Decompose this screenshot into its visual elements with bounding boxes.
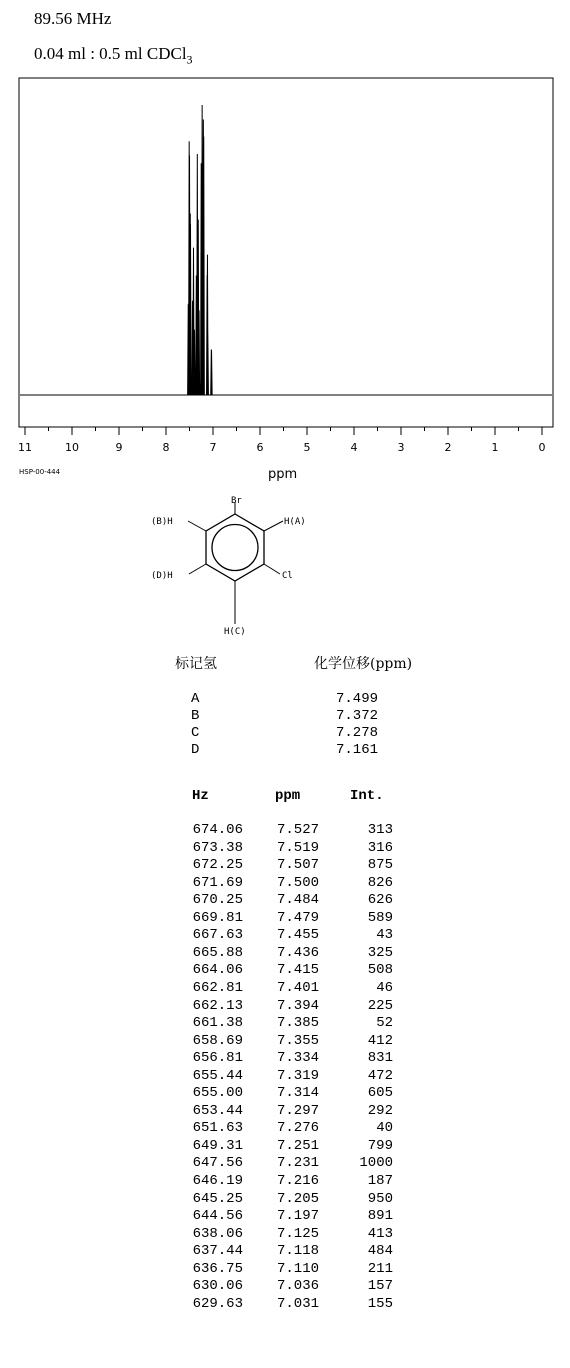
sample-subscript: 3 (186, 52, 193, 67)
bond-upper-right (264, 521, 283, 531)
sample-description (34, 44, 193, 67)
peak-int: 52 (376, 1015, 393, 1032)
peak-ppm: 7.507 (276, 857, 319, 874)
peak-ppm: 7.479 (276, 909, 319, 926)
peak-ppm: 7.205 (276, 1190, 319, 1207)
x-axis-tick-labels (18, 441, 546, 454)
peak-hz: 646.19 (192, 1173, 243, 1189)
shift-value: 7.278 (336, 725, 379, 741)
peak-ppm: 7.394 (276, 997, 319, 1014)
label-d: (D)H (151, 571, 173, 581)
peak-int: 891 (367, 1208, 393, 1225)
x-tick-label: 0 (538, 441, 546, 454)
x-tick-label: 3 (397, 441, 405, 454)
bond-lower-right (264, 564, 280, 574)
peak-int: 155 (367, 1295, 393, 1312)
x-tick-label: 2 (444, 441, 452, 454)
peak-hz: 665.88 (192, 944, 243, 961)
peak-hz: 672.25 (192, 857, 243, 874)
peak-hz: 645.25 (192, 1190, 243, 1207)
nmr-spectrum-chart (0, 70, 570, 465)
peak-ppm: 7.484 (276, 892, 319, 909)
peak-ppm: 7.197 (276, 1208, 319, 1225)
peak-hz: 647.56 (192, 1155, 243, 1172)
peak-hz: 661.38 (192, 1015, 243, 1032)
peak-int: 316 (367, 839, 393, 856)
peak-ppm: 7.519 (276, 839, 319, 856)
peak-hz: 658.69 (192, 1032, 243, 1049)
peak-int: 484 (367, 1243, 393, 1260)
shift-label: A (191, 691, 200, 707)
label-a: H(A) (284, 517, 306, 527)
shift-label: C (191, 725, 200, 741)
bond-upper-left (188, 521, 206, 531)
peak-int: 43 (376, 927, 393, 944)
peak-header-int: Int. (350, 788, 384, 804)
x-tick-label: 6 (256, 441, 264, 454)
peak-int: 157 (367, 1278, 393, 1295)
peak-int: 589 (367, 909, 393, 926)
peak-ppm: 7.251 (276, 1137, 319, 1154)
peak-int: 211 (367, 1260, 393, 1277)
shift-value: 7.161 (336, 742, 379, 758)
peak-ppm: 7.319 (276, 1067, 319, 1084)
peak-header-ppm: ppm (275, 788, 301, 804)
peak-hz: 673.38 (192, 839, 243, 856)
peak-hz: 667.63 (192, 927, 243, 944)
peak-ppm: 7.216 (276, 1173, 319, 1189)
peak-int: 40 (376, 1120, 393, 1137)
peak-hz: 655.44 (192, 1067, 243, 1084)
x-tick-label: 5 (303, 441, 311, 454)
peak-ppm: 7.125 (276, 1225, 319, 1242)
peak-hz: 662.13 (192, 997, 243, 1014)
peak-hz: 636.75 (192, 1260, 243, 1277)
peak-ppm: 7.110 (276, 1260, 319, 1277)
peak-hz: 651.63 (192, 1120, 243, 1137)
peak-int: 325 (367, 944, 393, 961)
peak-hz: 644.56 (192, 1208, 243, 1225)
peak-ppm: 7.297 (276, 1102, 319, 1119)
peak-hz: 655.00 (192, 1085, 243, 1102)
peak-ppm: 7.231 (276, 1155, 319, 1172)
peak-ppm: 7.036 (276, 1278, 319, 1295)
peak-int: 412 (367, 1032, 393, 1049)
peak-ppm: 7.031 (276, 1295, 319, 1312)
peak-hz: 671.69 (192, 874, 243, 891)
peak-int: 826 (367, 874, 393, 891)
peak-hz: 662.81 (192, 979, 243, 996)
peak-int: 46 (376, 979, 393, 996)
peak-int: 1000 (359, 1155, 393, 1172)
peak-hz: 630.06 (192, 1278, 243, 1295)
peak-int: 472 (367, 1067, 393, 1084)
peak-int: 292 (367, 1102, 393, 1119)
sample-prefix: 0.04 ml : 0.5 ml CDCl (34, 44, 187, 63)
peak-ppm: 7.334 (276, 1050, 319, 1067)
x-tick-label: 8 (162, 441, 170, 454)
peak-int: 605 (367, 1085, 393, 1102)
x-axis-label: ppm (268, 467, 298, 482)
x-tick-label: 7 (209, 441, 217, 454)
spectrum-code: HSP-00-444 (19, 468, 61, 476)
peak-hz: 669.81 (192, 909, 243, 926)
peak-hz: 670.25 (192, 892, 243, 909)
spectrometer-frequency: 89.56 MHz (34, 9, 112, 28)
peak-ppm: 7.436 (276, 944, 319, 961)
peak-int: 225 (367, 997, 393, 1014)
peak-int: 313 (367, 822, 393, 838)
shift-value: 7.499 (336, 691, 379, 707)
peak-int: 413 (367, 1225, 393, 1242)
shift-label: D (191, 742, 200, 758)
peak-hz: 664.06 (192, 962, 243, 979)
shift-label: B (191, 708, 200, 724)
peak-ppm: 7.401 (276, 979, 319, 996)
label-b: (B)H (151, 517, 173, 527)
x-tick-label: 1 (491, 441, 499, 454)
shift-value: 7.372 (336, 708, 379, 724)
molecule-structure (140, 494, 340, 642)
peak-hz: 629.63 (192, 1295, 243, 1312)
bond-lower-left (189, 564, 206, 574)
x-axis-ticks (25, 427, 542, 435)
peak-ppm: 7.385 (276, 1015, 319, 1032)
peak-ppm: 7.415 (276, 962, 319, 979)
peak-int: 875 (367, 857, 393, 874)
peak-hz: 653.44 (192, 1102, 243, 1119)
aromatic-circle (212, 525, 258, 571)
peak-int: 799 (367, 1137, 393, 1154)
peak-int: 508 (367, 962, 393, 979)
peak-int: 950 (367, 1190, 393, 1207)
x-tick-label: 10 (65, 441, 79, 454)
peak-ppm: 7.118 (276, 1243, 319, 1260)
shift-table-col1: 标记氢 (175, 656, 217, 672)
peak-header-hz: Hz (192, 788, 209, 804)
peak-hz: 656.81 (192, 1050, 243, 1067)
peak-ppm: 7.355 (276, 1032, 319, 1049)
peak-hz: 638.06 (192, 1225, 243, 1242)
x-tick-label: 4 (350, 441, 358, 454)
label-c: H(C) (224, 627, 246, 637)
peak-int: 626 (367, 892, 393, 909)
label-br: Br (231, 496, 242, 506)
x-tick-label: 11 (18, 441, 32, 454)
peak-ppm: 7.500 (276, 874, 319, 891)
peak-hz: 674.06 (192, 822, 243, 838)
peak-ppm: 7.314 (276, 1085, 319, 1102)
plot-frame (19, 78, 553, 427)
peak-ppm: 7.455 (276, 927, 319, 944)
spectrum-line (20, 105, 552, 395)
shift-table-col2: 化学位移(ppm) (314, 656, 413, 672)
peak-int: 187 (367, 1173, 393, 1189)
peak-ppm: 7.527 (276, 822, 319, 838)
peak-hz: 637.44 (192, 1243, 243, 1260)
peak-int: 831 (367, 1050, 393, 1067)
x-tick-label: 9 (115, 441, 123, 454)
peak-ppm: 7.276 (276, 1120, 319, 1137)
label-cl: Cl (282, 571, 293, 581)
peak-hz: 649.31 (192, 1137, 243, 1154)
